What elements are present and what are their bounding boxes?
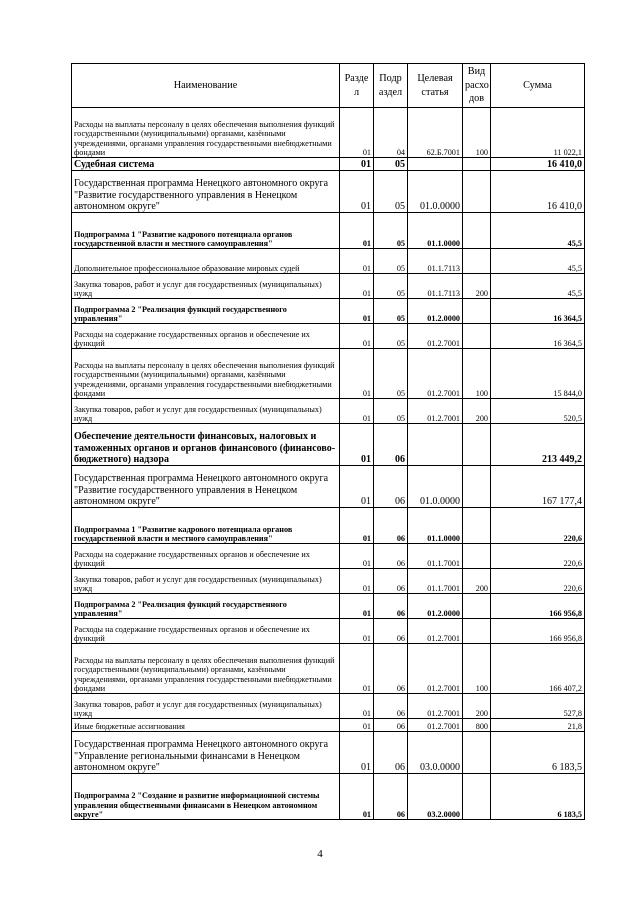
row-vid — [463, 774, 491, 820]
table-row — [72, 508, 585, 544]
row-razdel: 01 — [340, 399, 374, 424]
row-target: 03.2.0000 — [408, 774, 463, 820]
row-sum: 6 183,5 — [491, 774, 585, 820]
row-razdel: 01 — [340, 594, 374, 619]
row-vid — [463, 171, 491, 213]
row-sum: 520,5 — [491, 399, 585, 424]
row-sum: 21,8 — [491, 719, 585, 732]
row-sum: 16 364,5 — [491, 324, 585, 349]
row-vid — [463, 732, 491, 774]
row-target: 01.1.7001 — [408, 544, 463, 569]
row-vid — [463, 508, 491, 544]
row-sum: 213 449,2 — [491, 424, 585, 466]
row-podrazdel: 05 — [374, 171, 408, 213]
row-razdel: 01 — [340, 719, 374, 732]
row-target: 01.2.7001 — [408, 719, 463, 732]
row-razdel: 01 — [340, 774, 374, 820]
row-vid: 200 — [463, 569, 491, 594]
row-podrazdel: 06 — [374, 732, 408, 774]
row-sum: 11 022,1 — [491, 108, 585, 158]
table-row — [72, 544, 585, 569]
row-razdel: 01 — [340, 569, 374, 594]
table-row — [72, 299, 585, 324]
row-podrazdel: 06 — [374, 694, 408, 719]
row-target — [408, 158, 463, 171]
row-vid — [463, 619, 491, 644]
row-target: 01.2.7001 — [408, 399, 463, 424]
row-podrazdel: 06 — [374, 719, 408, 732]
table-row — [72, 213, 585, 249]
row-target: 03.0.0000 — [408, 732, 463, 774]
table-row — [72, 719, 585, 732]
row-razdel: 01 — [340, 424, 374, 466]
row-razdel: 01 — [340, 694, 374, 719]
row-sum: 220,6 — [491, 508, 585, 544]
row-vid: 800 — [463, 719, 491, 732]
row-target: 01.1.7001 — [408, 569, 463, 594]
row-name: Государственная программа Ненецкого автономного округа "Развитие государственного управления в Ненецком автономном округе" — [72, 466, 340, 508]
row-podrazdel: 04 — [374, 108, 408, 158]
row-target: 01.0.0000 — [408, 171, 463, 213]
row-vid — [463, 158, 491, 171]
row-sum: 166 956,8 — [491, 619, 585, 644]
row-razdel: 01 — [340, 213, 374, 249]
table-row — [72, 732, 585, 774]
row-sum: 45,5 — [491, 274, 585, 299]
row-target: 01.2.0000 — [408, 594, 463, 619]
row-razdel: 01 — [340, 158, 374, 171]
table-row — [72, 349, 585, 399]
header-celevaya-statya: Целевая статья — [408, 64, 463, 108]
row-sum: 15 844,0 — [491, 349, 585, 399]
row-target: 01.2.7001 — [408, 644, 463, 694]
table-row — [72, 249, 585, 274]
row-podrazdel: 05 — [374, 299, 408, 324]
table-row — [72, 619, 585, 644]
row-razdel: 01 — [340, 619, 374, 644]
row-name: Расходы на выплаты персоналу в целях обеспечения выполнения функций государственными (муниципальными) органами, казёнными учреждениями, органами управления государственными внебюджетными фондами — [72, 349, 340, 399]
row-name: Дополнительное профессиональное образование мировых судей — [72, 249, 340, 274]
row-sum: 166 407,2 — [491, 644, 585, 694]
row-razdel: 01 — [340, 466, 374, 508]
row-podrazdel: 05 — [374, 274, 408, 299]
row-razdel: 01 — [340, 732, 374, 774]
table-row — [72, 324, 585, 349]
row-name: Государственная программа Ненецкого автономного округа "Управление региональными финансами в Ненецком автономном округе" — [72, 732, 340, 774]
row-name: Закупка товаров, работ и услуг для государственных (муниципальных) нужд — [72, 274, 340, 299]
row-podrazdel: 06 — [374, 619, 408, 644]
row-sum: 16 364,5 — [491, 299, 585, 324]
row-razdel: 01 — [340, 544, 374, 569]
row-podrazdel: 06 — [374, 594, 408, 619]
row-sum: 220,6 — [491, 569, 585, 594]
row-target: 01.1.7113 — [408, 249, 463, 274]
row-vid — [463, 299, 491, 324]
row-name: Закупка товаров, работ и услуг для государственных (муниципальных) нужд — [72, 399, 340, 424]
row-podrazdel: 06 — [374, 644, 408, 694]
row-sum: 166 956,8 — [491, 594, 585, 619]
row-name: Государственная программа Ненецкого автономного округа "Развитие государственного управления в Ненецком автономном округе" — [72, 171, 340, 213]
row-target: 01.1.0000 — [408, 508, 463, 544]
row-podrazdel: 06 — [374, 544, 408, 569]
row-podrazdel: 05 — [374, 349, 408, 399]
row-name: Подпрограмма 2 "Создание и развитие информационной системы управления общественными финансами в Ненецком автономном округе" — [72, 774, 340, 820]
header-razdel: Разде л — [340, 64, 374, 108]
row-name: Обеспечение деятельности финансовых, налоговых и таможенных органов и органов финансового (финансово-бюджетного) надзора — [72, 424, 340, 466]
table-row — [72, 644, 585, 694]
row-podrazdel: 06 — [374, 569, 408, 594]
row-target: 01.2.7001 — [408, 694, 463, 719]
table-row — [72, 466, 585, 508]
row-target: 62.Б.7001 — [408, 108, 463, 158]
row-target: 01.1.7113 — [408, 274, 463, 299]
table-header-row — [72, 64, 585, 108]
row-sum: 220,6 — [491, 544, 585, 569]
row-vid — [463, 424, 491, 466]
header-vid-raskhodov: Вид расхо дов — [463, 64, 491, 108]
row-vid: 200 — [463, 274, 491, 299]
row-podrazdel: 05 — [374, 249, 408, 274]
row-podrazdel: 05 — [374, 324, 408, 349]
row-sum: 167 177,4 — [491, 466, 585, 508]
row-razdel: 01 — [340, 274, 374, 299]
row-vid — [463, 466, 491, 508]
row-target: 01.0.0000 — [408, 466, 463, 508]
row-name: Закупка товаров, работ и услуг для государственных (муниципальных) нужд — [72, 694, 340, 719]
table-row — [72, 594, 585, 619]
row-razdel: 01 — [340, 644, 374, 694]
row-sum: 45,5 — [491, 249, 585, 274]
row-vid: 100 — [463, 349, 491, 399]
row-target: 01.2.7001 — [408, 349, 463, 399]
row-podrazdel: 05 — [374, 213, 408, 249]
table-row — [72, 774, 585, 820]
row-razdel: 01 — [340, 324, 374, 349]
table-row — [72, 694, 585, 719]
table-row — [72, 108, 585, 158]
row-vid: 100 — [463, 644, 491, 694]
row-name: Судебная система — [72, 158, 340, 171]
table-row — [72, 424, 585, 466]
row-sum: 16 410,0 — [491, 171, 585, 213]
row-sum: 527,8 — [491, 694, 585, 719]
row-sum: 16 410,0 — [491, 158, 585, 171]
page-number: 4 — [317, 848, 323, 860]
row-razdel: 01 — [340, 108, 374, 158]
row-vid — [463, 249, 491, 274]
row-target: 01.2.0000 — [408, 299, 463, 324]
row-razdel: 01 — [340, 508, 374, 544]
row-podrazdel: 05 — [374, 399, 408, 424]
row-name: Расходы на выплаты персоналу в целях обеспечения выполнения функций государственными (муниципальными) органами, казёнными учреждениями, органами управления государственными внебюджетными фондами — [72, 108, 340, 158]
row-target — [408, 424, 463, 466]
row-name: Подпрограмма 1 "Развитие кадрового потенциала органов государственной власти и местного самоуправления" — [72, 508, 340, 544]
row-podrazdel: 06 — [374, 774, 408, 820]
table-row — [72, 274, 585, 299]
row-podrazdel: 05 — [374, 158, 408, 171]
table-row — [72, 569, 585, 594]
header-name: Наименование — [72, 64, 340, 108]
row-name: Подпрограмма 2 "Реализация функций государственного управления" — [72, 299, 340, 324]
row-sum: 45,5 — [491, 213, 585, 249]
row-podrazdel: 06 — [374, 424, 408, 466]
row-name: Подпрограмма 1 "Развитие кадрового потенциала органов государственной власти и местного самоуправления" — [72, 213, 340, 249]
row-name: Иные бюджетные ассигнования — [72, 719, 340, 732]
row-target: 01.2.7001 — [408, 619, 463, 644]
row-vid — [463, 324, 491, 349]
row-vid: 100 — [463, 108, 491, 158]
row-name: Расходы на выплаты персоналу в целях обеспечения выполнения функций государственными (муниципальными) органами, казёнными учреждениями, органами управления государственными внебюджетными фондами — [72, 644, 340, 694]
header-podrazdel: Подр аздел — [374, 64, 408, 108]
row-razdel: 01 — [340, 171, 374, 213]
row-name: Закупка товаров, работ и услуг для государственных (муниципальных) нужд — [72, 569, 340, 594]
row-podrazdel: 06 — [374, 508, 408, 544]
row-vid: 200 — [463, 694, 491, 719]
row-name: Расходы на содержание государственных органов и обеспечение их функций — [72, 324, 340, 349]
table-row — [72, 399, 585, 424]
row-podrazdel: 06 — [374, 466, 408, 508]
row-razdel: 01 — [340, 299, 374, 324]
row-name: Подпрограмма 2 "Реализация функций государственного управления" — [72, 594, 340, 619]
row-razdel: 01 — [340, 249, 374, 274]
row-target: 01.1.0000 — [408, 213, 463, 249]
row-sum: 6 183,5 — [491, 732, 585, 774]
header-summa: Сумма — [491, 64, 585, 108]
row-vid — [463, 213, 491, 249]
budget-table — [71, 63, 585, 820]
row-vid: 200 — [463, 399, 491, 424]
table-row — [72, 158, 585, 171]
table-row — [72, 171, 585, 213]
row-razdel: 01 — [340, 349, 374, 399]
row-target: 01.2.7001 — [408, 324, 463, 349]
row-name: Расходы на содержание государственных органов и обеспечение их функций — [72, 544, 340, 569]
row-name: Расходы на содержание государственных органов и обеспечение их функций — [72, 619, 340, 644]
row-vid — [463, 594, 491, 619]
row-vid — [463, 544, 491, 569]
